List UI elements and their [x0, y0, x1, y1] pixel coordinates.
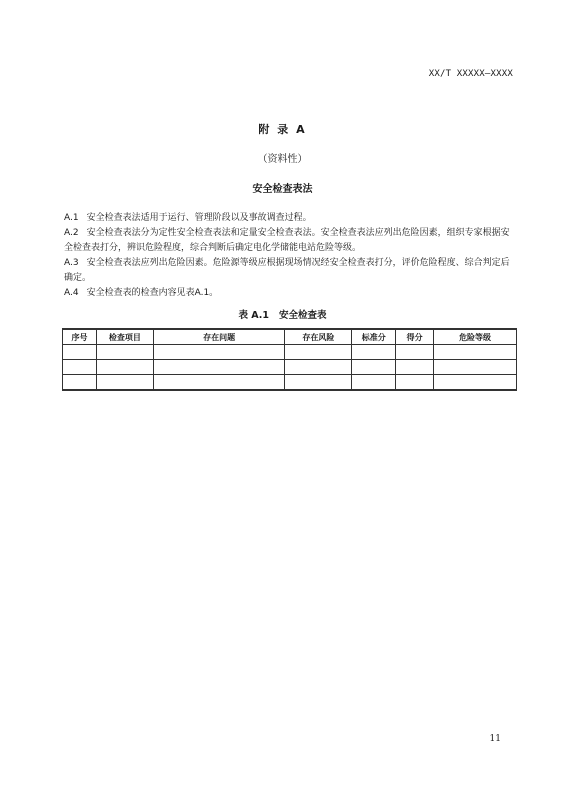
- table-caption-number: 表 A.1: [238, 310, 270, 321]
- table-cell: [396, 375, 434, 391]
- column-header: 得分: [396, 329, 434, 345]
- table-cell: [96, 360, 153, 375]
- paragraph-a2: [64, 226, 516, 256]
- table-cell: [63, 360, 97, 375]
- table-cell: [96, 375, 153, 391]
- column-header: 危险等级: [434, 329, 517, 345]
- table-cell: [396, 345, 434, 360]
- table-cell: [396, 360, 434, 375]
- table-caption-title: 安全检查表: [279, 310, 327, 321]
- standard-code: XX/T XXXXX—XXXX: [428, 69, 513, 79]
- appendix-title: 附 录 A: [258, 123, 307, 136]
- column-header: 存在风险: [285, 329, 352, 345]
- paragraph-number: A.3: [64, 258, 79, 268]
- paragraph-text: 安全检查表的检查内容见表A.1。: [86, 288, 219, 298]
- table-row: [63, 345, 517, 360]
- table-cell: [434, 345, 517, 360]
- table-cell: [434, 375, 517, 391]
- paragraph-number: A.1: [64, 213, 79, 223]
- paragraph-text: 安全检查表法适用于运行、管理阶段以及事故调查过程。: [86, 213, 312, 223]
- table-cell: [352, 345, 396, 360]
- table-cell: [352, 375, 396, 391]
- column-header: 序号: [63, 329, 97, 345]
- table-cell: [352, 360, 396, 375]
- table-cell: [285, 375, 352, 391]
- table-cell: [96, 345, 153, 360]
- table-cell: [63, 345, 97, 360]
- column-header: 检查项目: [96, 329, 153, 345]
- paragraph-a4: [64, 286, 516, 301]
- appendix-note: （资料性）: [257, 154, 308, 165]
- table-header-row: [63, 329, 517, 345]
- table-cell: [153, 360, 285, 375]
- paragraph-text: 安全检查表法应列出危险因素。危险源等级应根据现场情况经安全检查表打分，评价危险程度、综合判定后确定。: [64, 258, 510, 283]
- paragraph-a3: [64, 256, 516, 286]
- table-row: [63, 360, 517, 375]
- table-cell: [434, 360, 517, 375]
- paragraph-text: 安全检查表法分为定性安全检查表法和定量安全检查表法。安全检查表法应列出危险因素，组织专家根据安全检查表打分，辨识危险程度，综合判断后确定电化学储能电站危险等级。: [64, 228, 510, 253]
- table-cell: [153, 345, 285, 360]
- table-cell: [285, 360, 352, 375]
- table-caption: [0, 307, 565, 321]
- table-cell: [153, 375, 285, 391]
- paragraph-a1: [64, 211, 516, 226]
- body-text: [64, 211, 516, 301]
- table-row: [63, 375, 517, 391]
- paragraph-number: A.2: [64, 228, 79, 238]
- table-cell: [63, 375, 97, 391]
- safety-check-table: [62, 328, 517, 391]
- table-cell: [285, 345, 352, 360]
- column-header: 标准分: [352, 329, 396, 345]
- page-number: 11: [489, 734, 501, 744]
- column-header: 存在问题: [153, 329, 285, 345]
- section-heading: 安全检查表法: [252, 184, 313, 195]
- paragraph-number: A.4: [64, 288, 79, 298]
